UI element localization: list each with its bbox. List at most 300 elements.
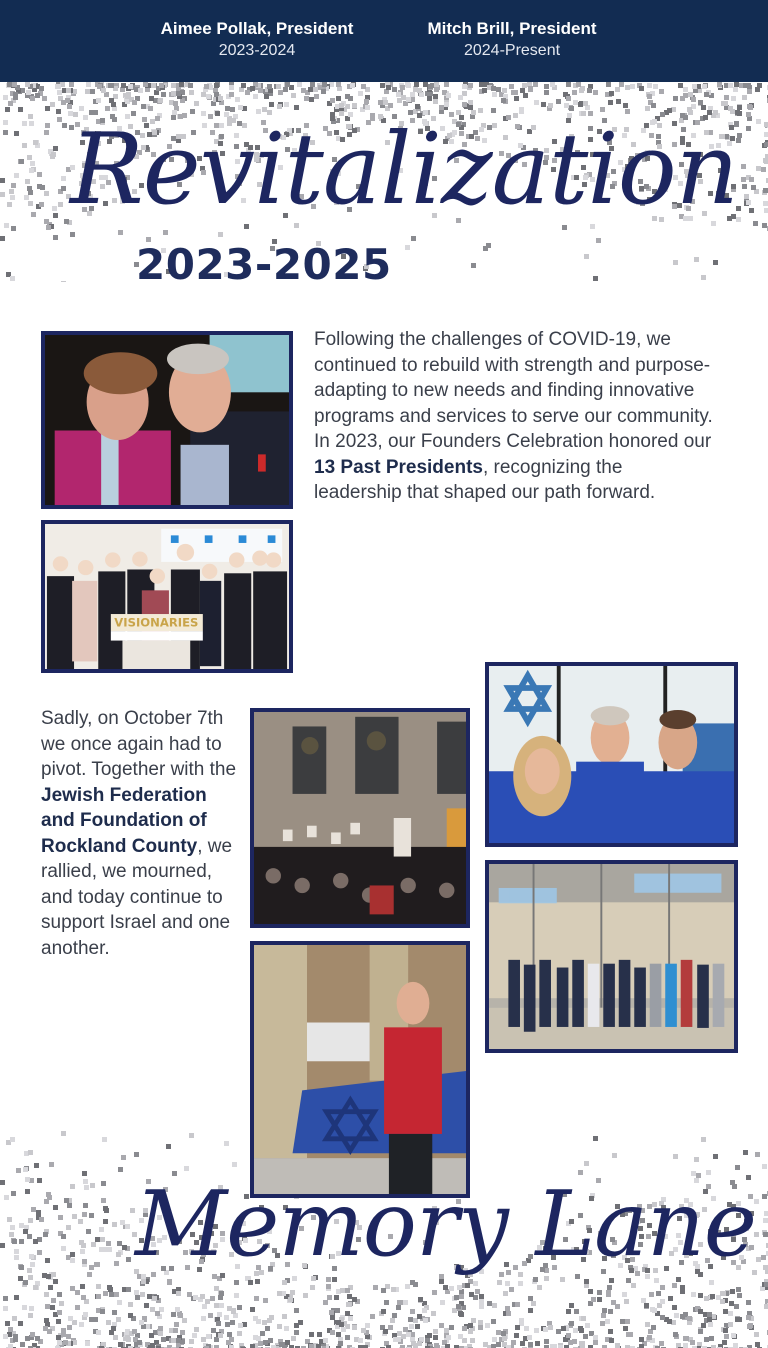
confetti-square [352, 1297, 357, 1302]
confetti-square [566, 96, 571, 101]
confetti-square [80, 1284, 85, 1289]
paragraph-covid: Following the challenges of COVID-19, we continued to rebuild with strength and purpose-adapting to new needs and finding innovative programs and services to serve our community. [314, 329, 713, 427]
confetti-square [731, 1333, 736, 1338]
confetti-square [138, 88, 143, 93]
confetti-square [563, 1337, 568, 1342]
confetti-square [155, 1311, 160, 1316]
confetti-square [649, 1292, 654, 1297]
confetti-square [48, 1285, 53, 1290]
confetti-square [728, 1311, 733, 1316]
confetti-square [707, 1317, 712, 1322]
confetti-square [8, 1327, 13, 1332]
confetti-square [78, 1219, 83, 1224]
confetti-square [179, 82, 184, 87]
confetti-square [506, 1345, 511, 1348]
confetti-square [44, 1292, 49, 1297]
confetti-square [491, 1319, 496, 1324]
confetti-square [35, 93, 40, 98]
confetti-square [118, 1167, 123, 1172]
confetti-square [691, 1292, 696, 1297]
confetti-square [694, 257, 699, 262]
confetti-square [248, 1280, 253, 1285]
paragraph-oct7-prefix: Sadly, on October 7th we once again had to pivot. Together with the [41, 708, 237, 780]
confetti-square [417, 1341, 422, 1346]
confetti-square [59, 1301, 64, 1306]
confetti-square [408, 1317, 413, 1322]
confetti-square [609, 91, 614, 96]
paragraph-founders-suffix: , recognizing the leadership that shaped our path forward. [314, 456, 656, 503]
confetti-square [120, 1220, 125, 1225]
confetti-square [114, 1292, 119, 1297]
confetti-square [22, 143, 27, 148]
federation-highlight: Jewish Federation and Foundation of Rockland County [41, 784, 207, 857]
confetti-square [290, 1290, 295, 1295]
confetti-square [182, 1318, 187, 1323]
confetti-square [79, 1240, 84, 1245]
confetti-square [491, 86, 496, 91]
confetti-square [89, 1213, 94, 1218]
confetti-square [556, 99, 561, 104]
confetti-square [234, 1293, 239, 1298]
confetti-square [660, 1315, 665, 1320]
confetti-square [709, 1336, 714, 1341]
confetti-square [53, 235, 58, 240]
confetti-square [406, 97, 411, 102]
confetti-square [462, 84, 467, 89]
confetti-square [528, 1342, 533, 1347]
confetti-square [205, 1299, 210, 1304]
confetti-square [747, 1324, 752, 1329]
confetti-square [458, 1334, 463, 1339]
confetti-square [511, 90, 516, 95]
confetti-square [660, 1285, 665, 1290]
confetti-square [391, 1287, 396, 1292]
confetti-square [606, 82, 611, 87]
confetti-square [294, 1330, 299, 1335]
confetti-square [8, 101, 13, 106]
confetti-square [485, 1323, 490, 1328]
confetti-square [519, 1318, 524, 1323]
confetti-square [8, 1344, 13, 1348]
confetti-square [33, 1239, 38, 1244]
confetti-square [406, 1332, 411, 1337]
confetti-square [728, 1322, 733, 1327]
confetti-square [291, 93, 296, 98]
confetti-square [253, 94, 258, 99]
confetti-square [623, 103, 628, 108]
confetti-square [336, 96, 341, 101]
confetti-square [550, 82, 555, 87]
confetti-square [465, 1283, 470, 1288]
confetti-square [338, 1341, 343, 1346]
confetti-square [336, 82, 341, 87]
confetti-square [584, 1161, 589, 1166]
confetti-square [114, 1261, 119, 1266]
confetti-square [75, 1305, 80, 1310]
confetti-square [218, 1333, 223, 1338]
founders-celebration-text [314, 327, 714, 506]
confetti-square [19, 159, 24, 164]
confetti-square [204, 84, 209, 89]
confetti-square [647, 83, 652, 88]
confetti-square [746, 1315, 751, 1320]
confetti-square [218, 96, 223, 101]
confetti-square [194, 1327, 199, 1332]
confetti-square [70, 232, 75, 237]
year-range: 2023-2025 [136, 240, 392, 289]
confetti-square [762, 1164, 767, 1169]
confetti-square [535, 1341, 540, 1346]
confetti-square [626, 1332, 631, 1337]
confetti-square [234, 1280, 239, 1285]
confetti-square [473, 1281, 478, 1286]
confetti-square [29, 168, 34, 173]
confetti-square [80, 1249, 85, 1254]
confetti-square [33, 140, 38, 145]
confetti-square [11, 183, 16, 188]
confetti-square [683, 1343, 688, 1348]
confetti-square [283, 87, 288, 92]
confetti-square [322, 82, 327, 87]
confetti-square [28, 1275, 33, 1280]
president-term: 2023-2024 [218, 42, 296, 59]
confetti-square [0, 1243, 5, 1248]
confetti-square [572, 1339, 577, 1344]
photo-airport-flag [250, 941, 470, 1198]
confetti-square [83, 1203, 88, 1208]
confetti-square [53, 1205, 58, 1210]
confetti-square [194, 101, 199, 106]
confetti-square [506, 1311, 511, 1316]
confetti-square [61, 1246, 66, 1251]
confetti-square [701, 1137, 706, 1142]
confetti-square [742, 184, 747, 189]
confetti-square [746, 112, 751, 117]
confetti-square [622, 1292, 627, 1297]
confetti-square [288, 1297, 293, 1302]
confetti-square [352, 1325, 357, 1330]
confetti-square [602, 1308, 607, 1313]
confetti-square [764, 1211, 768, 1216]
confetti-square [383, 100, 388, 105]
confetti-square [478, 1325, 483, 1330]
confetti-square [673, 1332, 678, 1337]
confetti-square [763, 1232, 768, 1237]
confetti-square [449, 1325, 454, 1330]
confetti-square [235, 97, 240, 102]
confetti-square [446, 1335, 451, 1340]
confetti-square [583, 1334, 588, 1339]
confetti-square [348, 1316, 353, 1321]
confetti-square [10, 1225, 15, 1230]
confetti-square [405, 1284, 410, 1289]
confetti-square [51, 1298, 56, 1303]
confetti-square [690, 1340, 695, 1345]
confetti-square [66, 88, 71, 93]
confetti-square [125, 1224, 130, 1229]
confetti-square [698, 1329, 703, 1334]
confetti-square [134, 1290, 139, 1295]
confetti-square [128, 1302, 133, 1307]
confetti-square [308, 87, 313, 92]
confetti-square [83, 1179, 88, 1184]
confetti-square [134, 1152, 139, 1157]
confetti-square [541, 102, 546, 107]
confetti-square [57, 117, 62, 122]
confetti-square [137, 1340, 142, 1345]
paragraph-founders-prefix: In 2023, our Founders Celebration honored our [314, 431, 712, 452]
confetti-square [717, 82, 722, 87]
confetti-square [345, 94, 350, 99]
confetti-square [180, 98, 185, 103]
confetti-square [96, 98, 101, 103]
confetti-square [755, 1152, 760, 1157]
confetti-square [294, 1308, 299, 1313]
confetti-square [258, 88, 263, 93]
confetti-square [282, 1280, 287, 1285]
confetti-square [7, 82, 12, 87]
confetti-square [587, 88, 592, 93]
confetti-square [471, 1318, 476, 1323]
confetti-square [113, 1335, 118, 1340]
confetti-square [534, 1328, 539, 1333]
confetti-square [566, 1333, 571, 1338]
confetti-square [102, 1137, 107, 1142]
confetti-square [433, 99, 438, 104]
confetti-square [3, 1296, 8, 1301]
confetti-square [678, 83, 683, 88]
confetti-square [751, 185, 756, 190]
confetti-square [109, 83, 114, 88]
confetti-square [350, 83, 355, 88]
confetti-square [66, 1334, 71, 1339]
confetti-square [334, 1295, 339, 1300]
confetti-square [260, 1331, 265, 1336]
confetti-square [83, 1312, 88, 1317]
confetti-square [16, 1168, 21, 1173]
confetti-square [509, 1287, 514, 1292]
confetti-square [612, 1153, 617, 1158]
confetti-square [193, 1295, 198, 1300]
confetti-square [37, 1237, 42, 1242]
header-banner [0, 0, 768, 82]
confetti-square [432, 1290, 437, 1295]
confetti-square [96, 1284, 101, 1289]
confetti-square [72, 1214, 77, 1219]
confetti-square [574, 1309, 579, 1314]
confetti-square [263, 1298, 268, 1303]
confetti-square [470, 1338, 475, 1343]
confetti-square [615, 1304, 620, 1309]
confetti-square [120, 87, 125, 92]
confetti-square [5, 107, 10, 112]
confetti-square [125, 94, 130, 99]
confetti-square [36, 1210, 41, 1215]
confetti-square [116, 1252, 121, 1257]
confetti-square [409, 1324, 414, 1329]
confetti-square [444, 82, 449, 87]
confetti-square [51, 152, 56, 157]
confetti-square [279, 1342, 284, 1347]
confetti-square [644, 1303, 649, 1308]
confetti-square [0, 178, 5, 183]
confetti-square [723, 1328, 728, 1333]
confetti-square [176, 1338, 181, 1343]
confetti-square [53, 146, 58, 151]
confetti-square [673, 96, 678, 101]
confetti-square [12, 82, 17, 87]
photo-peace-wall-group [485, 860, 738, 1053]
confetti-square [46, 1274, 51, 1279]
confetti-square [444, 102, 449, 107]
confetti-square [701, 1323, 706, 1328]
confetti-square [161, 1337, 166, 1342]
confetti-square [605, 1319, 610, 1324]
confetti-square [593, 1340, 598, 1345]
confetti-square [310, 82, 315, 87]
confetti-square [192, 1333, 197, 1338]
confetti-square [607, 1285, 612, 1290]
confetti-square [749, 208, 754, 213]
confetti-square [37, 1250, 42, 1255]
confetti-square [25, 179, 30, 184]
confetti-square [593, 1335, 598, 1340]
confetti-square [57, 1292, 62, 1297]
confetti-square [704, 1296, 709, 1301]
confetti-square [163, 230, 168, 235]
confetti-square [497, 1280, 502, 1285]
confetti-square [730, 1289, 735, 1294]
confetti-square [132, 100, 137, 105]
confetti-square [462, 1326, 467, 1331]
confetti-square [358, 91, 363, 96]
footer-title: Memory Lane [135, 1172, 757, 1277]
confetti-square [527, 1335, 532, 1340]
confetti-square [656, 1291, 661, 1296]
confetti-square [339, 103, 344, 108]
confetti-square [82, 1171, 87, 1176]
confetti-square [65, 98, 70, 103]
confetti-square [68, 1316, 73, 1321]
confetti-square [365, 105, 370, 110]
confetti-square [53, 213, 58, 218]
confetti-square [31, 1207, 36, 1212]
confetti-square [13, 92, 18, 97]
confetti-square [326, 1284, 331, 1289]
confetti-square [698, 1293, 703, 1298]
confetti-square [79, 1322, 84, 1327]
confetti-square [28, 1150, 33, 1155]
confetti-square [188, 83, 193, 88]
confetti-square [418, 1297, 423, 1302]
confetti-square [724, 95, 729, 100]
confetti-square [615, 87, 620, 92]
confetti-square [268, 1338, 273, 1343]
confetti-square [95, 1237, 100, 1242]
confetti-square [152, 1296, 157, 1301]
confetti-square [100, 1309, 105, 1314]
confetti-square [411, 236, 416, 241]
confetti-square [57, 1340, 62, 1345]
confetti-square [64, 219, 69, 224]
confetti-square [284, 1326, 289, 1331]
confetti-square [737, 1317, 742, 1322]
confetti-square [241, 83, 246, 88]
confetti-square [572, 90, 577, 95]
confetti-square [118, 1342, 123, 1347]
confetti-square [298, 1320, 303, 1325]
confetti-square [593, 90, 598, 95]
confetti-square [39, 202, 44, 207]
confetti-square [609, 1338, 614, 1343]
confetti-square [501, 1331, 506, 1336]
confetti-square [61, 186, 66, 191]
confetti-square [364, 99, 369, 104]
confetti-square [734, 1304, 739, 1309]
confetti-square [219, 1303, 224, 1308]
confetti-square [388, 103, 393, 108]
confetti-square [434, 87, 439, 92]
confetti-square [107, 1285, 112, 1290]
confetti-square [176, 1291, 181, 1296]
confetti-square [173, 1328, 178, 1333]
confetti-square [50, 1305, 55, 1310]
confetti-square [737, 111, 742, 116]
confetti-square [29, 1254, 34, 1259]
confetti-square [282, 1314, 287, 1319]
confetti-square [397, 1331, 402, 1336]
confetti-square [361, 1328, 366, 1333]
confetti-square [57, 90, 62, 95]
confetti-square [44, 191, 49, 196]
photo-israel-75 [485, 662, 738, 847]
confetti-square [70, 1184, 75, 1189]
confetti-square [44, 219, 49, 224]
confetti-square [218, 1295, 223, 1300]
confetti-square [35, 1336, 40, 1341]
confetti-square [69, 82, 74, 87]
confetti-square [176, 91, 181, 96]
confetti-square [27, 1268, 32, 1273]
confetti-square [423, 1318, 428, 1323]
confetti-square [566, 82, 571, 87]
confetti-square [764, 122, 768, 127]
confetti-square [606, 1292, 611, 1297]
confetti-square [413, 1318, 418, 1323]
confetti-square [390, 1318, 395, 1323]
confetti-square [27, 1234, 32, 1239]
confetti-square [524, 1326, 529, 1331]
confetti-square [341, 1327, 346, 1332]
confetti-square [763, 188, 768, 193]
confetti-square [548, 103, 553, 108]
confetti-square [214, 83, 219, 88]
confetti-square [104, 92, 109, 97]
confetti-square [310, 1285, 315, 1290]
confetti-square [330, 1315, 335, 1320]
confetti-square [330, 1330, 335, 1335]
confetti-square [763, 1218, 768, 1223]
confetti-square [514, 1333, 519, 1338]
confetti-square [70, 1252, 75, 1257]
confetti-square [764, 159, 768, 164]
confetti-square [224, 1141, 229, 1146]
confetti-square [112, 1222, 117, 1227]
confetti-square [70, 1286, 75, 1291]
president-aimee-pollak [150, 18, 364, 62]
confetti-square [737, 1293, 742, 1298]
confetti-square [620, 1319, 625, 1324]
